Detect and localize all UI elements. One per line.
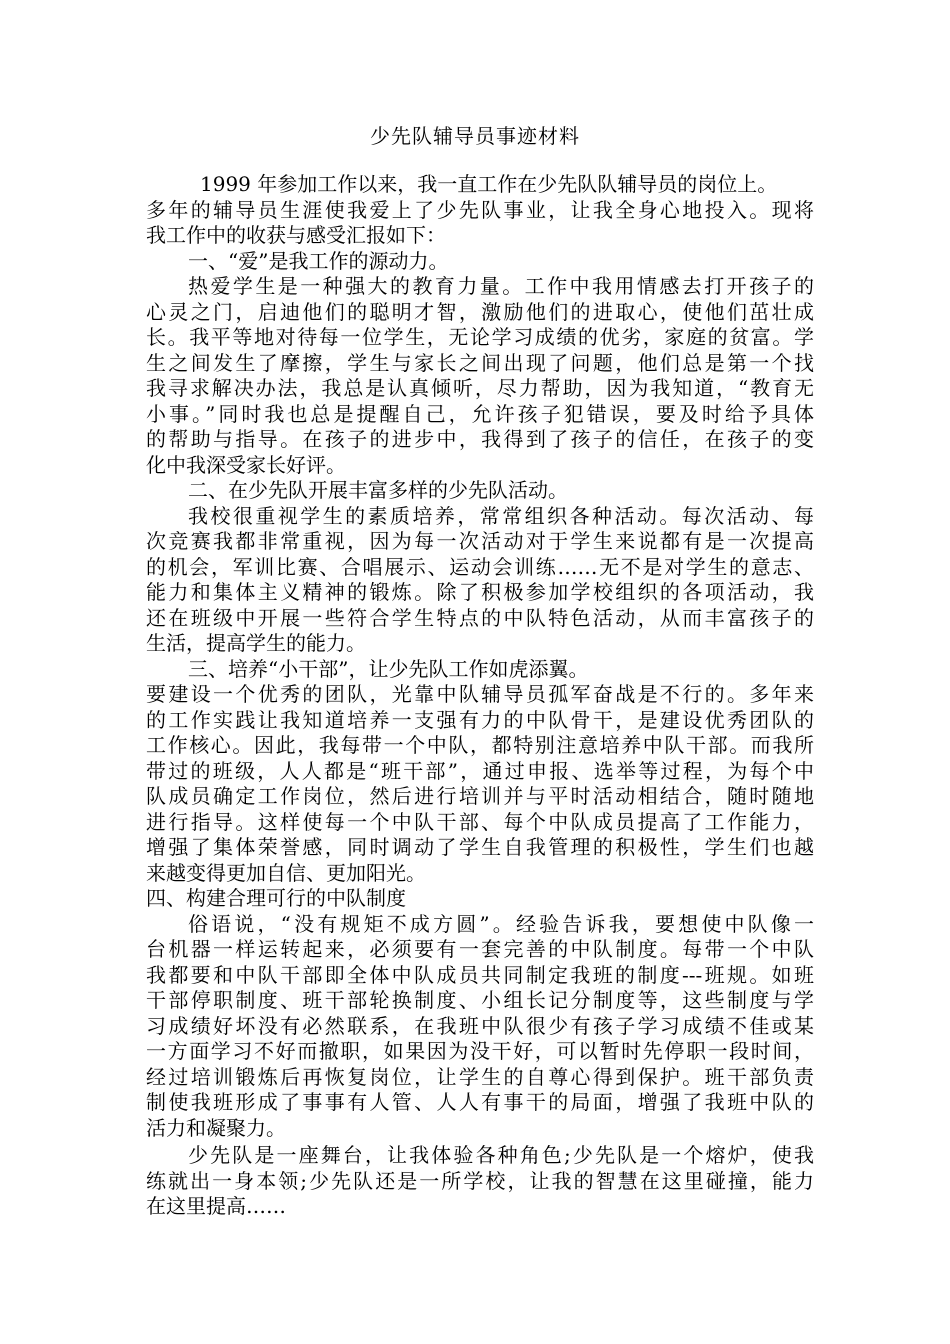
- paragraph-line: 我校很重视学生的素质培养，常常组织各种活动。每次活动、每: [188, 503, 814, 528]
- paragraph-line: 的帮助与指导。在孩子的进步中，我得到了孩子的信任，在孩子的变: [146, 427, 814, 451]
- paragraph-line: 经过培训锻炼后再恢复岗位，让学生的自尊心得到保护。班干部负责: [146, 1064, 814, 1089]
- paragraph-line: 制使我班形成了事事有人管、人人有事干的局面，增强了我班中队的: [146, 1090, 814, 1114]
- paragraph-line: 进行指导。这样使每一个中队干部、每个中队成员提高了工作能力，: [146, 809, 814, 834]
- paragraph-line: 的工作实践让我知道培养一支强有力的中队骨干，是建设优秀团队的: [146, 707, 814, 732]
- paragraph-line: 小事。”同时我也总是提醒自己，允许孩子犯错误，要及时给予具体: [146, 401, 814, 426]
- paragraph-line: 多年的辅导员生涯使我爱上了少先队事业，让我全身心地投入。现将: [146, 197, 814, 222]
- paragraph-line: 一方面学习不好而撤职，如果因为没干好，可以暂时先停职一段时间，: [146, 1039, 814, 1063]
- section-heading: 四、构建合理可行的中队制度: [146, 886, 406, 910]
- paragraph-line: 生活，提高学生的能力。: [146, 631, 366, 655]
- paragraph-line: 我工作中的收获与感受汇报如下：: [146, 223, 446, 247]
- paragraph-line: 活力和凝聚力。: [146, 1115, 286, 1140]
- paragraph-line: 要建设一个优秀的团队，光靠中队辅导员孤军奋战是不行的。多年来: [146, 682, 814, 706]
- paragraph-line: 练就出一身本领;少先队还是一所学校，让我的智慧在这里碰撞，能力: [146, 1168, 814, 1193]
- paragraph-line: 热爱学生是一种强大的教育力量。工作中我用情感去打开孩子的: [188, 274, 814, 298]
- document-title: 少先队辅导员事迹材料: [370, 124, 580, 148]
- paragraph-line: 队成员确定工作岗位，然后进行培训并与平时活动相结合，随时随地: [146, 784, 814, 808]
- paragraph-line: 干部停职制度、班干部轮换制度、小组长记分制度等，这些制度与学: [146, 988, 814, 1012]
- paragraph-line: 工作核心。因此，我每带一个中队，都特别注意培养中队干部。而我所: [146, 733, 814, 757]
- paragraph-line: 带过的班级，人人都是“班干部”，通过申报、选举等过程，为每个中: [146, 758, 814, 783]
- paragraph-line: 的机会，军训比赛、合唱展示、运动会训练……无不是对学生的意志、: [146, 554, 814, 579]
- section-heading: 三、培养“小干部”，让少先队工作如虎添翼。: [188, 656, 589, 681]
- paragraph-line: 在这里提高……: [146, 1194, 286, 1218]
- paragraph-line: 我都要和中队干部即全体中队成员共同制定我班的制度---班规。如班: [146, 962, 814, 987]
- section-heading: 一、“爱”是我工作的源动力。: [188, 248, 449, 273]
- paragraph-line: 能力和集体主义精神的锻炼。除了积极参加学校组织的各项活动，我: [146, 580, 814, 604]
- paragraph-line: 还在班级中开展一些符合学生特点的中队特色活动，从而丰富孩子的: [146, 605, 814, 630]
- document-body: [146, 172, 814, 1220]
- paragraph-line: 台机器一样运转起来，必须要有一套完善的中队制度。每带一个中队: [146, 937, 814, 961]
- paragraph-line: 次竞赛我都非常重视，因为每一次活动对于学生来说都有是一次提高: [146, 529, 814, 553]
- paragraph-line: 心灵之门，启迪他们的聪明才智，激励他们的进取心，使他们茁壮成: [146, 299, 814, 324]
- paragraph-line: 少先队是一座舞台，让我体验各种角色;少先队是一个熔炉，使我: [188, 1143, 814, 1167]
- paragraph-line: 习成绩好坏没有必然联系，在我班中队很少有孩子学习成绩不佳或某: [146, 1013, 814, 1038]
- paragraph-line: 生之间发生了摩擦，学生与家长之间出现了问题，他们总是第一个找: [146, 350, 814, 375]
- section-heading: 二、在少先队开展丰富多样的少先队活动。: [188, 478, 568, 502]
- paragraph-line: 增强了集体荣誉感，同时调动了学生自我管理的积极性，学生们也越: [146, 835, 814, 859]
- paragraph-line: 俗语说，“没有规矩不成方圆”。经验告诉我，要想使中队像一: [188, 911, 814, 936]
- paragraph-line: 我寻求解决办法，我总是认真倾听，尽力帮助，因为我知道，“教育无: [146, 376, 814, 400]
- paragraph-line: 化中我深受家长好评。: [146, 452, 346, 477]
- paragraph-line: 1999 年参加工作以来，我一直工作在少先队队辅导员的岗位上。: [200, 172, 778, 196]
- paragraph-line: 长。我平等地对待每一位学生，无论学习成绩的优劣，家庭的贫富。学: [146, 325, 814, 349]
- paragraph-line: 来越变得更加自信、更加阳光。: [146, 860, 426, 885]
